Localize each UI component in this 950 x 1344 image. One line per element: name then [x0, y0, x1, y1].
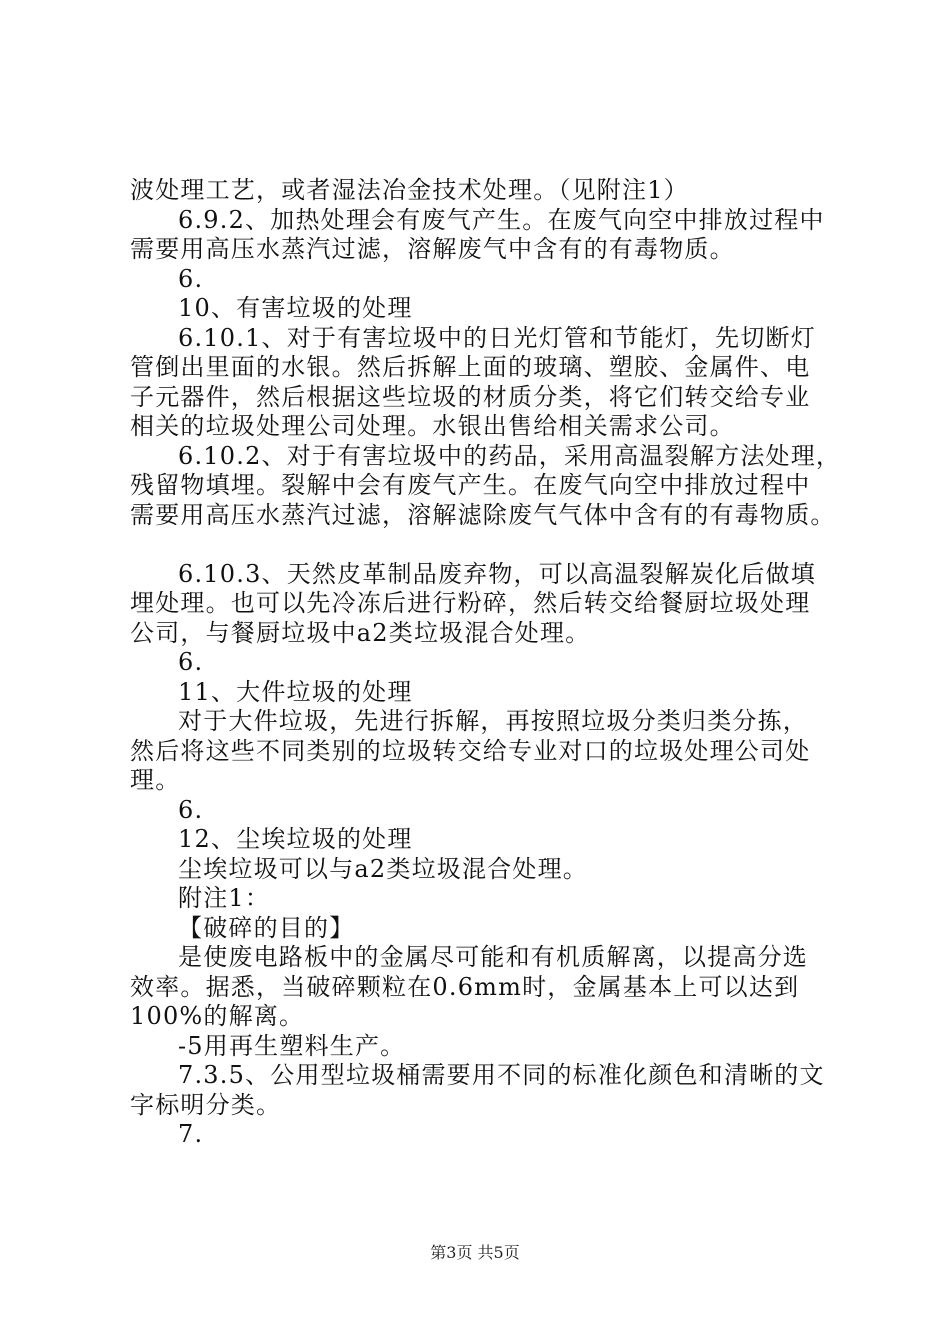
section-heading: 12、尘埃垃圾的处理: [178, 825, 413, 853]
text-line: 字标明分类。: [130, 1090, 282, 1119]
text-line: 残留物填埋。裂解中会有废气产生。在废气向空中排放过程中: [130, 471, 811, 499]
text-line: 公司，与餐厨垃圾中a2类垃圾混合处理。: [130, 618, 591, 647]
text-line: 6.9.2、加热处理会有废气产生。在废气向空中排放过程中: [178, 205, 825, 234]
text-line: 是使废电路板中的金属尽可能和有机质解离，以提高分选: [178, 943, 808, 971]
text-line: 6.: [178, 648, 204, 676]
text-line: -5用再生塑料生产。: [178, 1031, 406, 1060]
text-line: 子元器件，然后根据这些垃圾的材质分类，将它们转交给专业: [130, 382, 811, 411]
text-line: 6.: [178, 264, 204, 293]
text-line: 管倒出里面的水银。然后拆解上面的玻璃、塑胶、金属件、电: [130, 353, 811, 381]
text-line: 6.10.1、对于有害垃圾中的日光灯管和节能灯，先切断灯: [178, 323, 816, 352]
text-line: 需要用高压水蒸汽过滤，溶解滤除废气气体中含有的有毒物质。: [130, 500, 836, 529]
blank-line: [130, 530, 830, 560]
text-line: 理。: [130, 766, 181, 794]
section-heading: 11、大件垃圾的处理: [178, 677, 413, 706]
text-line: 尘埃垃圾可以与a2类垃圾混合处理。: [178, 854, 588, 883]
note-heading: 附注1：: [178, 884, 271, 912]
text-line: 6.10.3、天然皮革制品废弃物，可以高温裂解炭化后做填: [178, 559, 816, 588]
text-line: 7.3.5、公用型垃圾桶需要用不同的标准化颜色和清晰的文: [178, 1061, 825, 1089]
text-line: 6.: [178, 795, 204, 824]
text-line: 100%的解离。: [130, 1002, 305, 1030]
text-line: 然后将这些不同类别的垃圾转交给专业对口的垃圾处理公司处: [130, 736, 811, 765]
text-line: 6.10.2、对于有害垃圾中的药品，采用高温裂解方法处理，: [178, 441, 842, 470]
page-footer: 第3页 共5页: [430, 1243, 520, 1262]
note-subheading: 【破碎的目的】: [178, 913, 355, 942]
text-line: 效率。据悉，当破碎颗粒在0.6mm时，金属基本上可以达到: [130, 972, 800, 1001]
text-line: 需要用高压水蒸汽过滤，溶解废气中含有的有毒物质。: [130, 235, 735, 263]
section-heading: 10、有害垃圾的处理: [178, 294, 413, 322]
document-body: [130, 176, 842, 1150]
text-line: 相关的垃圾处理公司处理。水银出售给相关需求公司。: [130, 412, 735, 440]
text-line: 7.: [178, 1120, 204, 1148]
text-line: 埋处理。也可以先冷冻后进行粉碎，然后转交给餐厨垃圾处理: [130, 589, 811, 617]
text-line: 对于大件垃圾，先进行拆解，再按照垃圾分类归类分拣，: [178, 707, 808, 735]
text-line: 波处理工艺，或者湿法冶金技术处理。（见附注1）: [130, 176, 689, 204]
